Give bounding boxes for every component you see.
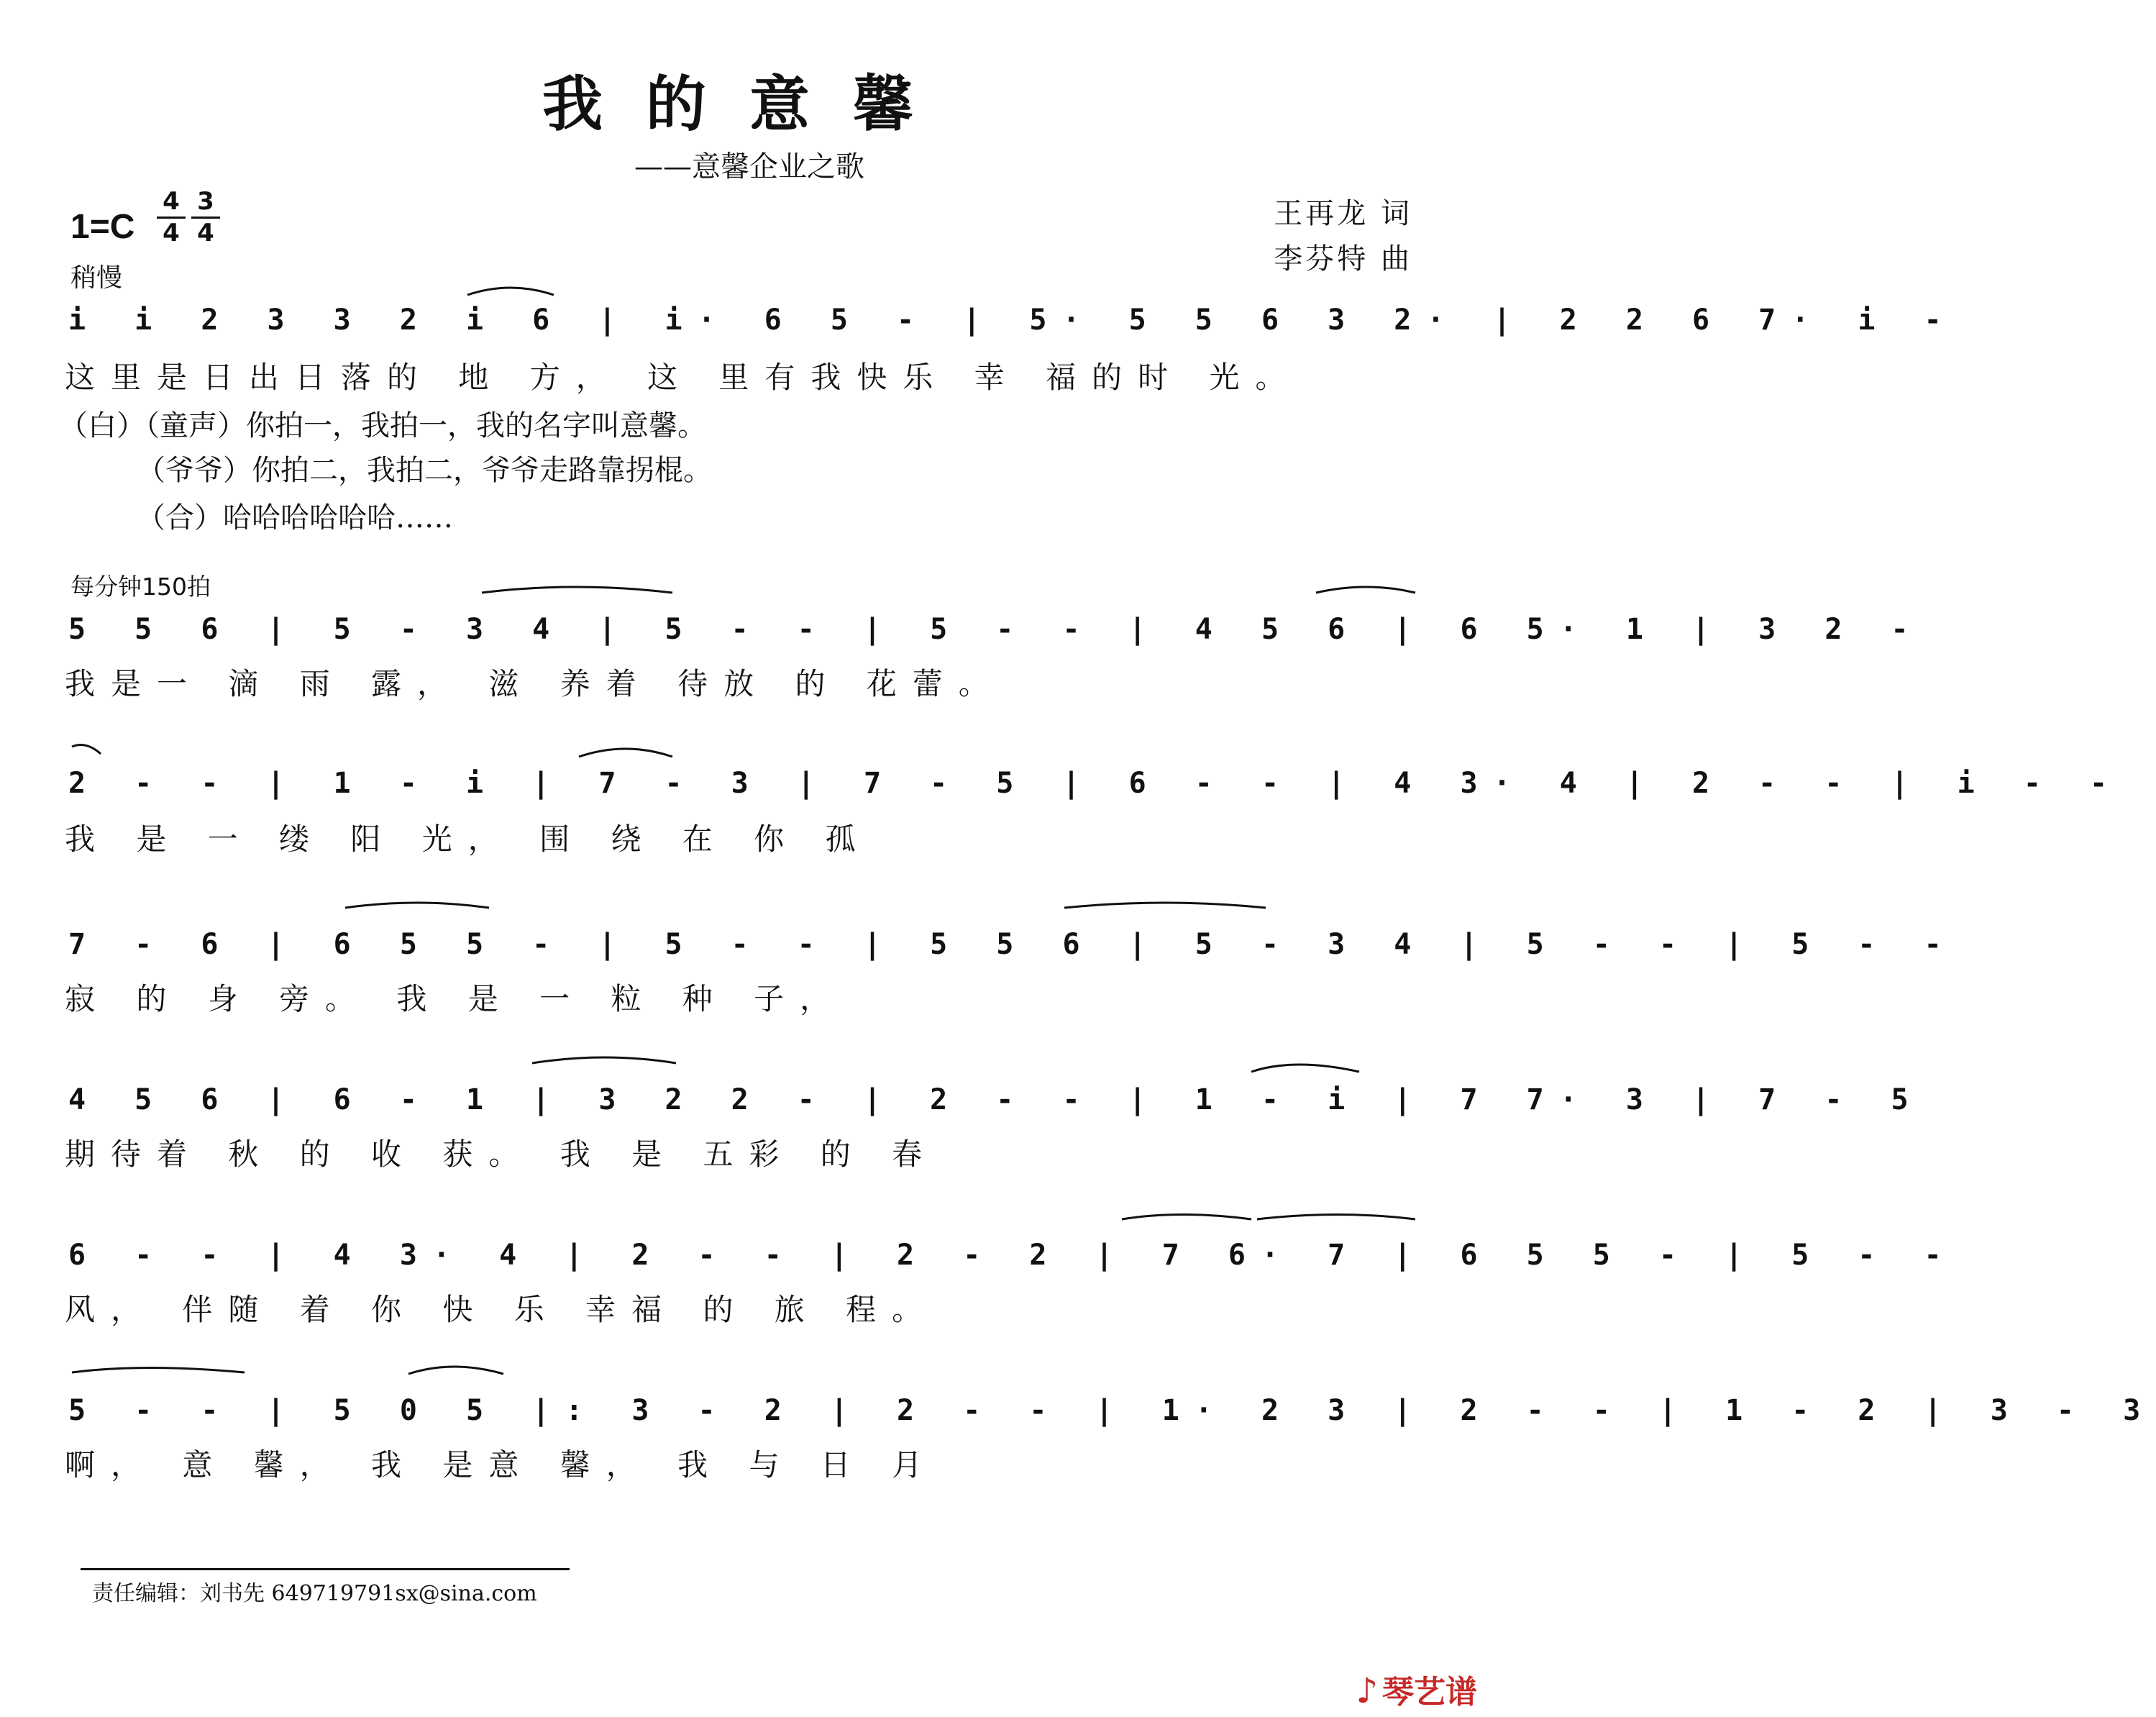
lyrics-line-4: 寂 的 身 旁。 我 是 一 粒 种 子， [65,981,846,1016]
slur [1064,903,1266,908]
spoken-line-3: （合）哈哈哈哈哈哈…… [137,501,453,534]
notation-line-6: 6 - - | 4 3· 4 | 2 - - | 2 - 2 | 7 6· 7 | 6 5 5 - | 5 - - [68,1239,1958,1272]
notation-line-4: 7 - 6 | 6 5 5 - | 5 - - | 5 5 6 | 5 - 3 4 | 5 - - | 5 - - [68,928,1958,961]
song-title: 我的意馨 [542,68,956,140]
slur [72,745,101,754]
lyrics-line-1: 这里是日出日落的 地 方， 这 里有我快乐 幸 福的时 光。 [65,360,1302,395]
logo-icon: ♪ [1356,1671,1378,1711]
slur [1251,1065,1359,1072]
slur [1316,587,1415,593]
slur [467,288,554,295]
notation-line-3: 2 - - | 1 - i | 7 - 3 | 7 - 5 | 6 - - | 4 3· 4 | 2 - - | i - - [68,767,2124,800]
notation-line-2: 5 5 6 | 5 - 3 4 | 5 - - | 5 - - | 4 5 6 | 6 5· 1 | 3 2 - [68,613,1924,646]
tempo-marking: 稍慢 [70,263,123,293]
lyricist-credit: 王再龙 词 [1274,197,1412,230]
spoken-line-1: （白）（童声）你拍一，我拍一，我的名字叫意馨。 [59,409,706,442]
lyrics-line-2: 我是一 滴 雨 露， 滋 养着 待放 的 花蕾。 [65,666,1005,701]
notation-line-7: 5 - - | 5 0 5 |: 3 - 2 | 2 - - | 1· 2 3 | 2 - - | 1 - 2 | 3 - 3 [68,1394,2156,1427]
time-signature-bottom: 4 [163,219,180,248]
spoken-line-2: （爷爷）你拍二，我拍二，爷爷走路靠拐棍。 [137,454,712,487]
footer-divider [81,1568,570,1570]
time-signature-top: 3 [197,187,214,216]
slur [1122,1215,1251,1220]
logo-text: 琴艺谱 [1382,1674,1477,1711]
slur [1257,1215,1415,1220]
slur [72,1368,245,1373]
slur [408,1367,503,1374]
key-signature: 1=C [70,208,135,246]
song-subtitle: ——意馨企业之歌 [634,150,864,183]
notation-line-5: 4 5 6 | 6 - 1 | 3 2 2 - | 2 - - | 1 - i | 7 7· 3 | 7 - 5 [68,1083,1924,1116]
footer-editor-credit: 责任编辑：刘书先 649719791sx@sina.com [92,1581,537,1606]
slur [482,587,672,593]
site-logo [1356,1666,1477,1712]
notation-line-1: i i 2 3 3 2 i 6 | i· 6 5 - | 5· 5 5 6 3 2· | 2 2 6 7· i - [68,304,1958,337]
lyrics-line-3: 我 是 一 缕 阳 光， 围 绕 在 你 孤 [65,821,872,857]
time-signature-top: 4 [163,187,180,216]
lyrics-line-7: 啊， 意 馨， 我 是意 馨， 我 与 日 月 [65,1447,938,1483]
time-signature-bottom: 4 [197,219,214,248]
lyrics-line-5: 期待着 秋 的 收 获。 我 是 五彩 的 春 [65,1137,938,1172]
slur [532,1057,676,1063]
slur [345,903,489,908]
tempo-change: 每分钟150拍 [70,573,211,601]
composer-credit: 李芬特 曲 [1274,242,1412,275]
slur [579,749,672,757]
lyrics-line-6: 风， 伴随 着 你 快 乐 幸福 的 旅 程。 [65,1292,938,1327]
